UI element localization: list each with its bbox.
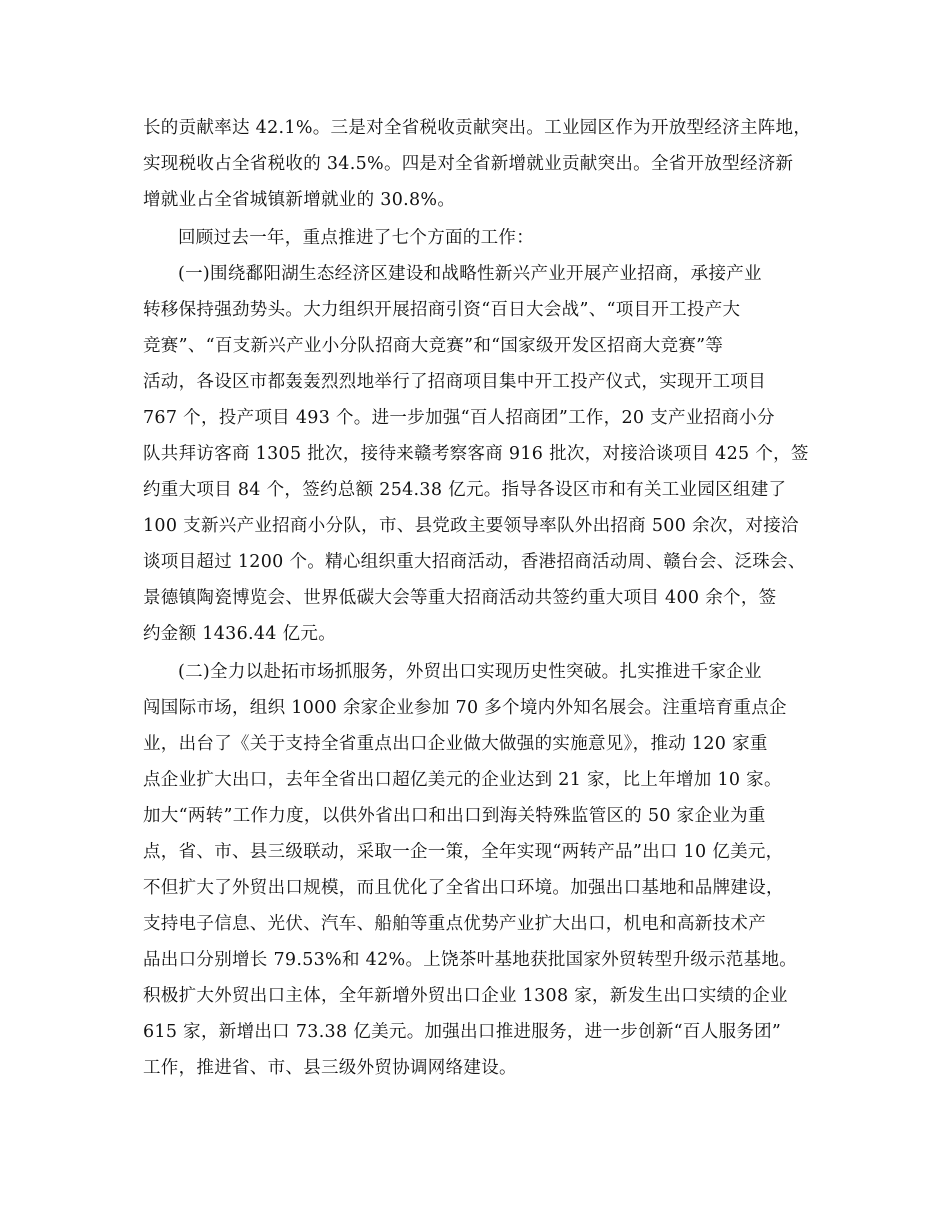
text-line: 增就业占全省城镇新增就业的 30.8%。 [143,190,456,210]
text-line: 点企业扩大出口，去年全省出口超亿美元的企业达到 21 家，比上年增加 10 家。 [143,770,782,790]
text-line: 点，省、市、县三级联动，采取一企一策，全年实现“两转产品”出口 10 亿美元， [143,842,784,862]
text-line: 实现税收占全省税收的 34.5%。四是对全省新增就业贡献突出。全省开放型经济新 [143,154,794,174]
text-line: 景德镇陶瓷博览会、世界低碳大会等重大招商活动共签约重大项目 400 余个，签 [143,588,777,608]
text-line: 工作，推进省、市、县三级外贸协调网络建设。 [143,1058,517,1078]
text-line: 业，出台了《关于支持全省重点出口企业做大做强的实施意见》，推动 120 家重 [143,734,768,754]
text-line: 约重大项目 84 个，签约总额 254.38 亿元。指导各设区市和有关工业园区组建了 [143,480,787,500]
text-line: 转移保持强劲势头。大力组织开展招商引资“百日大会战”、“项目开工投产大 [143,300,741,320]
text-line: 活动，各设区市都轰轰烈烈地举行了招商项目集中开工投产仪式，实现开工项目 [143,372,766,392]
text-line: 加大“两转”工作力度，以供外省出口和出口到海关特殊监管区的 50 家企业为重 [143,806,766,826]
text-line: 支持电子信息、光伏、汽车、船舶等重点优势产业扩大出口，机电和高新技术产 [143,914,766,934]
text-line: 615 家，新增出口 73.38 亿美元。加强出口推进服务，进一步创新“百人服务团” [143,1022,782,1042]
text-line: 队共拜访客商 1305 批次，接待来赣考察客商 916 批次，对接洽谈项目 425 个，签 [143,444,809,464]
text-line: 约金额 1436.44 亿元。 [143,624,336,644]
text-line: 品出口分别增长 79.53%和 42%。上饶茶叶基地获批国家外贸转型升级示范基地。 [143,950,798,970]
text-line: 回顾过去一年，重点推进了七个方面的工作： [178,228,534,248]
text-line: (一)围绕鄱阳湖生态经济区建设和战略性新兴产业开展产业招商，承接产业 [178,264,762,284]
text-line: 竞赛”、“百支新兴产业小分队招商大竞赛”和“国家级开发区招商大竞赛”等 [143,336,724,356]
text-line: 767 个，投产项目 493 个。进一步加强“百人招商团”工作，20 支产业招商小分 [143,408,775,428]
text-line: 积极扩大外贸出口主体，全年新增外贸出口企业 1308 家，新发生出口实绩的企业 [143,986,788,1006]
text-line: 不但扩大了外贸出口规模，而且优化了全省出口环境。加强出口基地和品牌建设， [143,878,784,898]
text-line: 100 支新兴产业招商小分队，市、县党政主要领导率队外出招商 500 余次，对接洽 [143,516,799,536]
text-line: (二)全力以赴拓市场抓服务，外贸出口实现历史性突破。扎实推进千家企业 [178,662,762,682]
text-line: 谈项目超过 1200 个。精心组织重大招商活动，香港招商活动周、赣台会、泛珠会、 [143,552,806,572]
text-line: 闯国际市场，组织 1000 余家企业参加 70 多个境内外知名展会。注重培育重点企 [143,698,787,718]
text-line: 长的贡献率达 42.1%。三是对全省税收贡献突出。工业园区作为开放型经济主阵地， [143,118,812,138]
